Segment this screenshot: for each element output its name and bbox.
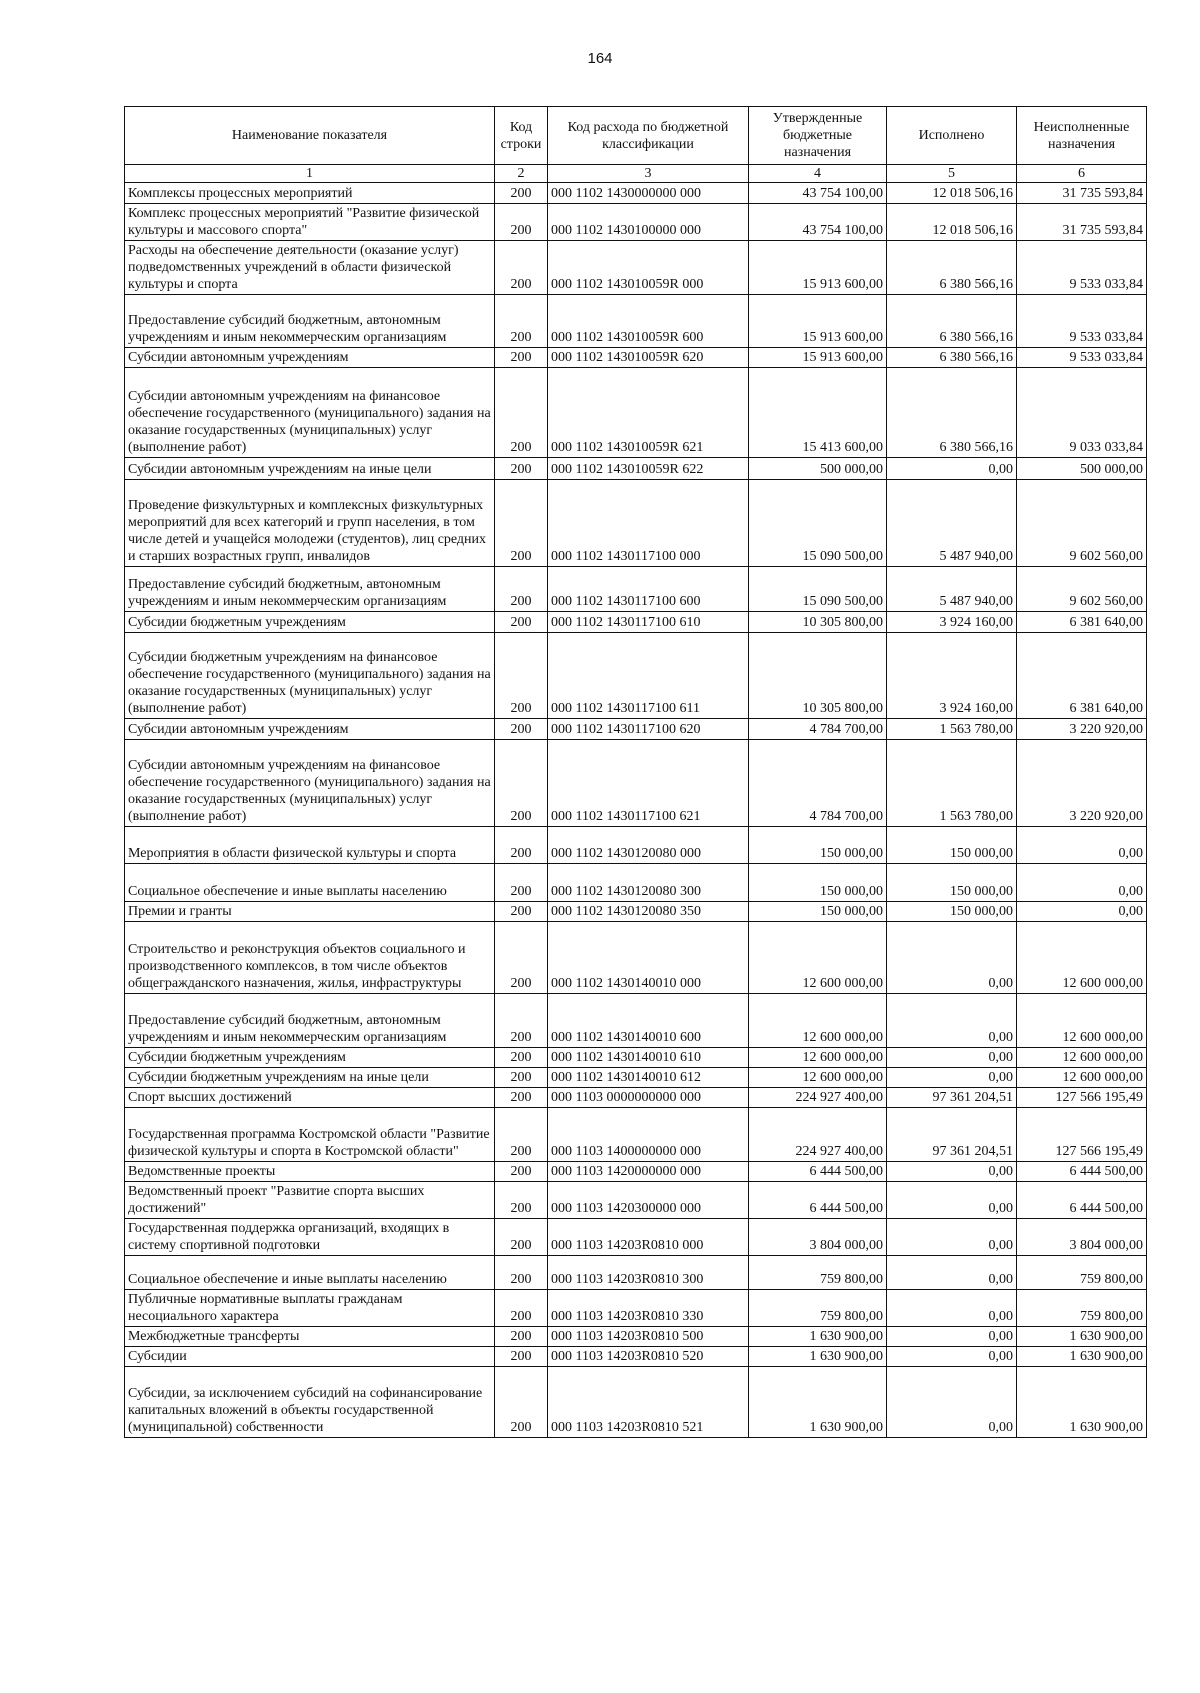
cell-executed: 12 018 506,16 bbox=[887, 204, 1017, 241]
cell-name: Расходы на обеспечение деятельности (оказание услуг) подведомственных учреждений в области физической культуры и спорта bbox=[125, 241, 495, 295]
cell-kbk: 000 1102 143010059R 622 bbox=[548, 458, 749, 480]
cell-row-code: 200 bbox=[495, 1162, 548, 1182]
table-row bbox=[125, 458, 1147, 480]
table-row bbox=[125, 1367, 1147, 1438]
header-kbk: Код расхода по бюджетной классификации bbox=[548, 107, 749, 165]
cell-name: Премии и гранты bbox=[125, 902, 495, 922]
header-name: Наименование показателя bbox=[125, 107, 495, 165]
table-row bbox=[125, 1162, 1147, 1182]
column-number: 4 bbox=[749, 165, 887, 183]
cell-row-code: 200 bbox=[495, 1327, 548, 1347]
table-row bbox=[125, 864, 1147, 902]
cell-approved: 3 804 000,00 bbox=[749, 1219, 887, 1256]
table-row bbox=[125, 348, 1147, 368]
cell-kbk: 000 1102 143010059R 600 bbox=[548, 295, 749, 348]
cell-approved: 15 913 600,00 bbox=[749, 241, 887, 295]
cell-unexecuted: 759 800,00 bbox=[1017, 1290, 1147, 1327]
cell-approved: 10 305 800,00 bbox=[749, 633, 887, 719]
cell-kbk: 000 1102 1430117100 000 bbox=[548, 480, 749, 567]
cell-approved: 150 000,00 bbox=[749, 902, 887, 922]
cell-kbk: 000 1103 14203R0810 521 bbox=[548, 1367, 749, 1438]
column-number: 6 bbox=[1017, 165, 1147, 183]
cell-executed: 1 563 780,00 bbox=[887, 740, 1017, 827]
cell-name: Субсидии бюджетным учреждениям bbox=[125, 1048, 495, 1068]
table-row bbox=[125, 1048, 1147, 1068]
cell-executed: 0,00 bbox=[887, 1162, 1017, 1182]
table-row bbox=[125, 612, 1147, 633]
cell-executed: 0,00 bbox=[887, 994, 1017, 1048]
cell-name: Социальное обеспечение и иные выплаты населению bbox=[125, 1256, 495, 1290]
cell-approved: 4 784 700,00 bbox=[749, 740, 887, 827]
cell-unexecuted: 3 220 920,00 bbox=[1017, 719, 1147, 740]
table-row bbox=[125, 994, 1147, 1048]
cell-executed: 0,00 bbox=[887, 1219, 1017, 1256]
cell-executed: 0,00 bbox=[887, 922, 1017, 994]
cell-approved: 6 444 500,00 bbox=[749, 1162, 887, 1182]
cell-unexecuted: 9 533 033,84 bbox=[1017, 241, 1147, 295]
cell-executed: 150 000,00 bbox=[887, 902, 1017, 922]
cell-approved: 10 305 800,00 bbox=[749, 612, 887, 633]
cell-approved: 12 600 000,00 bbox=[749, 1068, 887, 1088]
cell-unexecuted: 12 600 000,00 bbox=[1017, 922, 1147, 994]
cell-executed: 0,00 bbox=[887, 458, 1017, 480]
cell-name: Государственная программа Костромской области "Развитие физической культуры и спорта в Костромской области" bbox=[125, 1108, 495, 1162]
cell-kbk: 000 1103 1400000000 000 bbox=[548, 1108, 749, 1162]
cell-kbk: 000 1102 143010059R 000 bbox=[548, 241, 749, 295]
cell-approved: 15 413 600,00 bbox=[749, 368, 887, 458]
cell-kbk: 000 1102 1430140010 600 bbox=[548, 994, 749, 1048]
cell-name: Предоставление субсидий бюджетным, автономным учреждениям и иным некоммерческим организациям bbox=[125, 295, 495, 348]
cell-kbk: 000 1102 1430120080 350 bbox=[548, 902, 749, 922]
cell-name: Субсидии автономным учреждениям на иные цели bbox=[125, 458, 495, 480]
cell-unexecuted: 500 000,00 bbox=[1017, 458, 1147, 480]
cell-row-code: 200 bbox=[495, 827, 548, 864]
cell-name: Субсидии автономным учреждениям bbox=[125, 719, 495, 740]
cell-name: Межбюджетные трансферты bbox=[125, 1327, 495, 1347]
cell-row-code: 200 bbox=[495, 1290, 548, 1327]
cell-executed: 97 361 204,51 bbox=[887, 1108, 1017, 1162]
cell-unexecuted: 12 600 000,00 bbox=[1017, 1068, 1147, 1088]
cell-row-code: 200 bbox=[495, 994, 548, 1048]
cell-row-code: 200 bbox=[495, 902, 548, 922]
table-row bbox=[125, 740, 1147, 827]
table-row bbox=[125, 1088, 1147, 1108]
cell-approved: 15 913 600,00 bbox=[749, 348, 887, 368]
cell-unexecuted: 12 600 000,00 bbox=[1017, 1048, 1147, 1068]
cell-executed: 5 487 940,00 bbox=[887, 480, 1017, 567]
cell-name: Комплексы процессных мероприятий bbox=[125, 183, 495, 204]
table-row bbox=[125, 295, 1147, 348]
cell-row-code: 200 bbox=[495, 480, 548, 567]
cell-approved: 759 800,00 bbox=[749, 1256, 887, 1290]
cell-unexecuted: 31 735 593,84 bbox=[1017, 204, 1147, 241]
table-row bbox=[125, 241, 1147, 295]
cell-executed: 0,00 bbox=[887, 1347, 1017, 1367]
table-row bbox=[125, 567, 1147, 612]
header-row-code: Код строки bbox=[495, 107, 548, 165]
table-row bbox=[125, 204, 1147, 241]
cell-approved: 4 784 700,00 bbox=[749, 719, 887, 740]
cell-row-code: 200 bbox=[495, 1256, 548, 1290]
cell-unexecuted: 6 444 500,00 bbox=[1017, 1182, 1147, 1219]
cell-unexecuted: 9 033 033,84 bbox=[1017, 368, 1147, 458]
cell-approved: 1 630 900,00 bbox=[749, 1367, 887, 1438]
cell-executed: 0,00 bbox=[887, 1048, 1017, 1068]
cell-kbk: 000 1102 143010059R 621 bbox=[548, 368, 749, 458]
table-row bbox=[125, 1108, 1147, 1162]
cell-executed: 150 000,00 bbox=[887, 827, 1017, 864]
cell-approved: 224 927 400,00 bbox=[749, 1088, 887, 1108]
cell-unexecuted: 9 602 560,00 bbox=[1017, 567, 1147, 612]
cell-kbk: 000 1103 14203R0810 300 bbox=[548, 1256, 749, 1290]
cell-unexecuted: 9 602 560,00 bbox=[1017, 480, 1147, 567]
cell-approved: 6 444 500,00 bbox=[749, 1182, 887, 1219]
cell-name: Субсидии автономным учреждениям на финансовое обеспечение государственного (муниципального) задания на оказание государственных (муниципальных) услуг (выполнение работ) bbox=[125, 740, 495, 827]
cell-unexecuted: 6 381 640,00 bbox=[1017, 633, 1147, 719]
cell-approved: 759 800,00 bbox=[749, 1290, 887, 1327]
table-row bbox=[125, 1347, 1147, 1367]
cell-row-code: 200 bbox=[495, 241, 548, 295]
cell-row-code: 200 bbox=[495, 1108, 548, 1162]
cell-kbk: 000 1102 1430120080 300 bbox=[548, 864, 749, 902]
cell-row-code: 200 bbox=[495, 922, 548, 994]
table-row bbox=[125, 368, 1147, 458]
cell-executed: 97 361 204,51 bbox=[887, 1088, 1017, 1108]
cell-row-code: 200 bbox=[495, 612, 548, 633]
cell-unexecuted: 9 533 033,84 bbox=[1017, 348, 1147, 368]
cell-name: Субсидии bbox=[125, 1347, 495, 1367]
cell-name: Предоставление субсидий бюджетным, автономным учреждениям и иным некоммерческим организациям bbox=[125, 567, 495, 612]
cell-unexecuted: 3 220 920,00 bbox=[1017, 740, 1147, 827]
cell-unexecuted: 6 444 500,00 bbox=[1017, 1162, 1147, 1182]
cell-name: Спорт высших достижений bbox=[125, 1088, 495, 1108]
page-number: 164 bbox=[587, 50, 613, 67]
cell-executed: 1 563 780,00 bbox=[887, 719, 1017, 740]
cell-executed: 6 380 566,16 bbox=[887, 241, 1017, 295]
cell-approved: 224 927 400,00 bbox=[749, 1108, 887, 1162]
cell-unexecuted: 12 600 000,00 bbox=[1017, 994, 1147, 1048]
cell-approved: 150 000,00 bbox=[749, 827, 887, 864]
cell-kbk: 000 1102 1430117100 611 bbox=[548, 633, 749, 719]
cell-approved: 43 754 100,00 bbox=[749, 204, 887, 241]
cell-name: Ведомственный проект "Развитие спорта высших достижений" bbox=[125, 1182, 495, 1219]
cell-executed: 3 924 160,00 bbox=[887, 612, 1017, 633]
cell-row-code: 200 bbox=[495, 1182, 548, 1219]
table-row bbox=[125, 1256, 1147, 1290]
cell-name: Субсидии бюджетным учреждениям на иные цели bbox=[125, 1068, 495, 1088]
table-row bbox=[125, 827, 1147, 864]
cell-kbk: 000 1102 1430140010 610 bbox=[548, 1048, 749, 1068]
cell-approved: 15 090 500,00 bbox=[749, 480, 887, 567]
cell-unexecuted: 1 630 900,00 bbox=[1017, 1367, 1147, 1438]
cell-row-code: 200 bbox=[495, 1219, 548, 1256]
cell-executed: 3 924 160,00 bbox=[887, 633, 1017, 719]
cell-approved: 1 630 900,00 bbox=[749, 1327, 887, 1347]
cell-approved: 43 754 100,00 bbox=[749, 183, 887, 204]
header-executed: Исполнено bbox=[887, 107, 1017, 165]
header-row bbox=[125, 107, 1147, 165]
cell-name: Государственная поддержка организаций, входящих в систему спортивной подготовки bbox=[125, 1219, 495, 1256]
table-row bbox=[125, 183, 1147, 204]
table-row bbox=[125, 480, 1147, 567]
cell-name: Субсидии автономным учреждениям на финансовое обеспечение государственного (муниципального) задания на оказание государственных (муниципальных) услуг (выполнение работ) bbox=[125, 368, 495, 458]
budget-execution-table bbox=[124, 106, 1147, 1438]
cell-row-code: 200 bbox=[495, 567, 548, 612]
column-number-row bbox=[125, 165, 1147, 183]
cell-row-code: 200 bbox=[495, 1048, 548, 1068]
cell-kbk: 000 1103 14203R0810 000 bbox=[548, 1219, 749, 1256]
cell-unexecuted: 0,00 bbox=[1017, 902, 1147, 922]
cell-unexecuted: 1 630 900,00 bbox=[1017, 1327, 1147, 1347]
cell-approved: 15 090 500,00 bbox=[749, 567, 887, 612]
cell-row-code: 200 bbox=[495, 1347, 548, 1367]
cell-row-code: 200 bbox=[495, 183, 548, 204]
header-unexecuted: Неисполненные назначения bbox=[1017, 107, 1147, 165]
table-row bbox=[125, 719, 1147, 740]
table-row bbox=[125, 902, 1147, 922]
table-row bbox=[125, 1219, 1147, 1256]
table-row bbox=[125, 922, 1147, 994]
cell-row-code: 200 bbox=[495, 204, 548, 241]
cell-kbk: 000 1102 1430117100 620 bbox=[548, 719, 749, 740]
cell-executed: 0,00 bbox=[887, 1068, 1017, 1088]
table-row bbox=[125, 633, 1147, 719]
cell-name: Комплекс процессных мероприятий "Развитие физической культуры и массового спорта" bbox=[125, 204, 495, 241]
cell-unexecuted: 3 804 000,00 bbox=[1017, 1219, 1147, 1256]
cell-unexecuted: 9 533 033,84 bbox=[1017, 295, 1147, 348]
cell-kbk: 000 1103 0000000000 000 bbox=[548, 1088, 749, 1108]
cell-row-code: 200 bbox=[495, 633, 548, 719]
cell-unexecuted: 6 381 640,00 bbox=[1017, 612, 1147, 633]
cell-approved: 1 630 900,00 bbox=[749, 1347, 887, 1367]
cell-name: Публичные нормативные выплаты гражданам несоциального характера bbox=[125, 1290, 495, 1327]
cell-name: Предоставление субсидий бюджетным, автономным учреждениям и иным некоммерческим организациям bbox=[125, 994, 495, 1048]
cell-row-code: 200 bbox=[495, 295, 548, 348]
cell-executed: 0,00 bbox=[887, 1327, 1017, 1347]
cell-kbk: 000 1103 14203R0810 520 bbox=[548, 1347, 749, 1367]
cell-row-code: 200 bbox=[495, 864, 548, 902]
table-row bbox=[125, 1290, 1147, 1327]
cell-approved: 150 000,00 bbox=[749, 864, 887, 902]
cell-name: Субсидии автономным учреждениям bbox=[125, 348, 495, 368]
cell-row-code: 200 bbox=[495, 458, 548, 480]
cell-executed: 6 380 566,16 bbox=[887, 368, 1017, 458]
cell-kbk: 000 1102 1430120080 000 bbox=[548, 827, 749, 864]
header-approved: Утвержденные бюджетные назначения bbox=[749, 107, 887, 165]
cell-approved: 12 600 000,00 bbox=[749, 1048, 887, 1068]
cell-name: Субсидии бюджетным учреждениям на финансовое обеспечение государственного (муниципального) задания на оказание государственных (муниципальных) услуг (выполнение работ) bbox=[125, 633, 495, 719]
cell-executed: 6 380 566,16 bbox=[887, 348, 1017, 368]
cell-unexecuted: 127 566 195,49 bbox=[1017, 1108, 1147, 1162]
column-number: 2 bbox=[495, 165, 548, 183]
cell-unexecuted: 1 630 900,00 bbox=[1017, 1347, 1147, 1367]
cell-kbk: 000 1102 1430140010 612 bbox=[548, 1068, 749, 1088]
cell-unexecuted: 31 735 593,84 bbox=[1017, 183, 1147, 204]
cell-executed: 150 000,00 bbox=[887, 864, 1017, 902]
cell-approved: 12 600 000,00 bbox=[749, 994, 887, 1048]
cell-name: Ведомственные проекты bbox=[125, 1162, 495, 1182]
cell-row-code: 200 bbox=[495, 719, 548, 740]
cell-kbk: 000 1103 14203R0810 330 bbox=[548, 1290, 749, 1327]
cell-executed: 5 487 940,00 bbox=[887, 567, 1017, 612]
cell-unexecuted: 0,00 bbox=[1017, 864, 1147, 902]
cell-approved: 15 913 600,00 bbox=[749, 295, 887, 348]
cell-unexecuted: 0,00 bbox=[1017, 827, 1147, 864]
cell-kbk: 000 1102 1430117100 621 bbox=[548, 740, 749, 827]
cell-name: Субсидии бюджетным учреждениям bbox=[125, 612, 495, 633]
cell-kbk: 000 1103 1420000000 000 bbox=[548, 1162, 749, 1182]
cell-executed: 0,00 bbox=[887, 1290, 1017, 1327]
cell-kbk: 000 1102 1430117100 610 bbox=[548, 612, 749, 633]
table-row bbox=[125, 1068, 1147, 1088]
cell-name: Строительство и реконструкция объектов социального и производственного комплексов, в том числе объектов общегражданского назначения, жилья, инфраструктуры bbox=[125, 922, 495, 994]
column-number: 5 bbox=[887, 165, 1017, 183]
cell-name: Социальное обеспечение и иные выплаты населению bbox=[125, 864, 495, 902]
cell-name: Субсидии, за исключением субсидий на софинансирование капитальных вложений в объекты государственной (муниципальной) собственности bbox=[125, 1367, 495, 1438]
table-body bbox=[125, 183, 1147, 1438]
cell-executed: 0,00 bbox=[887, 1367, 1017, 1438]
cell-kbk: 000 1102 1430117100 600 bbox=[548, 567, 749, 612]
cell-approved: 500 000,00 bbox=[749, 458, 887, 480]
column-number: 1 bbox=[125, 165, 495, 183]
cell-kbk: 000 1102 1430000000 000 bbox=[548, 183, 749, 204]
cell-approved: 12 600 000,00 bbox=[749, 922, 887, 994]
cell-kbk: 000 1103 1420300000 000 bbox=[548, 1182, 749, 1219]
column-number: 3 bbox=[548, 165, 749, 183]
cell-kbk: 000 1103 14203R0810 500 bbox=[548, 1327, 749, 1347]
cell-kbk: 000 1102 1430100000 000 bbox=[548, 204, 749, 241]
table-row bbox=[125, 1327, 1147, 1347]
cell-row-code: 200 bbox=[495, 368, 548, 458]
cell-executed: 6 380 566,16 bbox=[887, 295, 1017, 348]
cell-executed: 12 018 506,16 bbox=[887, 183, 1017, 204]
cell-row-code: 200 bbox=[495, 1068, 548, 1088]
cell-row-code: 200 bbox=[495, 1367, 548, 1438]
cell-unexecuted: 759 800,00 bbox=[1017, 1256, 1147, 1290]
cell-row-code: 200 bbox=[495, 348, 548, 368]
cell-kbk: 000 1102 1430140010 000 bbox=[548, 922, 749, 994]
table-row bbox=[125, 1182, 1147, 1219]
cell-unexecuted: 127 566 195,49 bbox=[1017, 1088, 1147, 1108]
cell-executed: 0,00 bbox=[887, 1256, 1017, 1290]
cell-executed: 0,00 bbox=[887, 1182, 1017, 1219]
cell-row-code: 200 bbox=[495, 1088, 548, 1108]
cell-name: Проведение физкультурных и комплексных физкультурных мероприятий для всех категорий и групп населения, в том числе детей и учащейся молодежи (студентов), лиц средних и старших возрастных групп, инвалидов bbox=[125, 480, 495, 567]
cell-kbk: 000 1102 143010059R 620 bbox=[548, 348, 749, 368]
cell-row-code: 200 bbox=[495, 740, 548, 827]
cell-name: Мероприятия в области физической культуры и спорта bbox=[125, 827, 495, 864]
